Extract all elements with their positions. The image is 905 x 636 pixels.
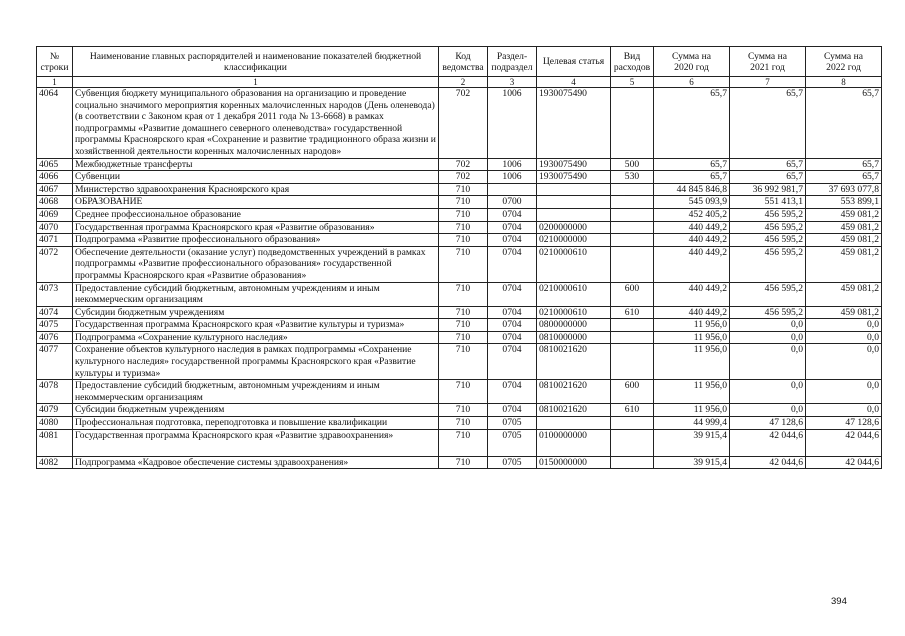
row-name: Субвенция бюджету муниципального образования на организацию и проведение социально значимого мероприятия коренных малочисленных народов (День оленевода) (в соответствии с Законом края от 1 декабря 2011 года № 13-6668) в рамках подпрограммы «Развитие домашнего северного оленеводства» государственной программы Красноярского края «Сохранение и развитие традиционного образа жизни и хозяйственной деятельности коренных малочисленных народов» (73, 88, 439, 159)
row-name: Субсидии бюджетным учреждениям (73, 306, 439, 319)
row-sum-2021: 0,0 (730, 344, 806, 380)
row-department-code: 710 (439, 208, 488, 221)
row-sum-2021: 65,7 (730, 88, 806, 159)
row-name: Предоставление субсидий бюджетным, автономным учреждениям и иным некоммерческим организациям (73, 380, 439, 404)
row-sum-2021: 456 595,2 (730, 221, 806, 234)
row-number: 4070 (37, 221, 73, 234)
header-sum-2020: Сумма на 2020 год (654, 47, 730, 77)
row-department-code: 710 (439, 319, 488, 332)
row-name: Межбюджетные трансферты (73, 158, 439, 171)
row-name: Субвенции (73, 171, 439, 184)
row-expense-type (611, 221, 654, 234)
budget-table (36, 46, 882, 469)
row-sum-2021: 42 044,6 (730, 456, 806, 469)
row-sum-2022: 37 693 077,8 (806, 183, 882, 196)
row-department-code: 702 (439, 158, 488, 171)
row-expense-type: 530 (611, 171, 654, 184)
column-number: 2 (439, 77, 488, 88)
header-row-number: № строки (37, 47, 73, 77)
row-name: Предоставление субсидий бюджетным, автономным учреждениям и иным некоммерческим организациям (73, 282, 439, 306)
column-number: 5 (611, 77, 654, 88)
row-section: 0700 (488, 196, 537, 209)
header-expense-type: Вид расходов (611, 47, 654, 77)
row-name: Подпрограмма «Развитие профессионального образования» (73, 234, 439, 247)
column-number: 6 (654, 77, 730, 88)
row-target-article: 1930075490 (537, 158, 611, 171)
row-department-code: 710 (439, 306, 488, 319)
row-sum-2020: 44 845 846,8 (654, 183, 730, 196)
table-row (37, 158, 882, 171)
row-department-code: 710 (439, 331, 488, 344)
row-target-article: 0210000610 (537, 246, 611, 282)
row-expense-type: 610 (611, 306, 654, 319)
column-number: 4 (537, 77, 611, 88)
column-number: 3 (488, 77, 537, 88)
row-department-code: 710 (439, 344, 488, 380)
row-sum-2020: 65,7 (654, 158, 730, 171)
row-sum-2021: 0,0 (730, 404, 806, 417)
row-sum-2021: 456 595,2 (730, 306, 806, 319)
column-number: 8 (806, 77, 882, 88)
row-sum-2022: 0,0 (806, 344, 882, 380)
row-name: Подпрограмма «Сохранение культурного наследия» (73, 331, 439, 344)
row-number: 4065 (37, 158, 73, 171)
row-target-article (537, 208, 611, 221)
row-expense-type (611, 234, 654, 247)
row-number: 4079 (37, 404, 73, 417)
row-section: 0704 (488, 234, 537, 247)
table-row (37, 344, 882, 380)
row-sum-2020: 11 956,0 (654, 380, 730, 404)
row-department-code: 710 (439, 429, 488, 456)
row-name: Сохранение объектов культурного наследия в рамках подпрограммы «Сохранение культурного наследия» государственной программы Красноярского края «Развитие культуры и туризма» (73, 344, 439, 380)
row-number: 4077 (37, 344, 73, 380)
table-row (37, 456, 882, 469)
row-sum-2022: 65,7 (806, 158, 882, 171)
row-number: 4069 (37, 208, 73, 221)
table-row (37, 319, 882, 332)
row-expense-type: 500 (611, 158, 654, 171)
row-number: 4081 (37, 429, 73, 456)
row-section: 0704 (488, 208, 537, 221)
row-department-code: 710 (439, 417, 488, 430)
row-department-code: 702 (439, 88, 488, 159)
row-sum-2020: 440 449,2 (654, 246, 730, 282)
row-section: 0704 (488, 306, 537, 319)
row-target-article: 0810000000 (537, 331, 611, 344)
row-sum-2022: 0,0 (806, 331, 882, 344)
row-sum-2021: 456 595,2 (730, 234, 806, 247)
row-target-article: 0810021620 (537, 404, 611, 417)
column-number: 1 (73, 77, 439, 88)
row-sum-2020: 39 915,4 (654, 429, 730, 456)
row-target-article: 1930075490 (537, 171, 611, 184)
row-target-article: 0800000000 (537, 319, 611, 332)
row-name: Субсидии бюджетным учреждениям (73, 404, 439, 417)
row-sum-2021: 0,0 (730, 380, 806, 404)
row-sum-2022: 0,0 (806, 319, 882, 332)
row-sum-2020: 65,7 (654, 171, 730, 184)
row-section: 1006 (488, 88, 537, 159)
row-sum-2022: 0,0 (806, 380, 882, 404)
column-number: 1 (37, 77, 73, 88)
row-department-code: 710 (439, 380, 488, 404)
row-sum-2022: 553 899,1 (806, 196, 882, 209)
row-target-article (537, 417, 611, 430)
header-name: Наименование главных распорядителей и наименование показателей бюджетной классификации (73, 47, 439, 77)
row-sum-2020: 11 956,0 (654, 331, 730, 344)
row-expense-type (611, 319, 654, 332)
row-sum-2020: 440 449,2 (654, 234, 730, 247)
row-sum-2020: 440 449,2 (654, 306, 730, 319)
row-name: ОБРАЗОВАНИЕ (73, 196, 439, 209)
row-expense-type (611, 88, 654, 159)
row-sum-2020: 11 956,0 (654, 344, 730, 380)
table-row (37, 306, 882, 319)
row-target-article: 1930075490 (537, 88, 611, 159)
row-name: Государственная программа Красноярского края «Развитие здравоохранения» (73, 429, 439, 456)
table-row (37, 234, 882, 247)
row-department-code: 710 (439, 183, 488, 196)
row-number: 4071 (37, 234, 73, 247)
page-number: 394 (831, 596, 847, 607)
row-department-code: 710 (439, 221, 488, 234)
row-section: 0704 (488, 319, 537, 332)
row-sum-2022: 42 044,6 (806, 429, 882, 456)
row-expense-type: 610 (611, 404, 654, 417)
row-target-article: 0100000000 (537, 429, 611, 456)
table-row (37, 208, 882, 221)
row-name: Профессиональная подготовка, переподготовка и повышение квалификации (73, 417, 439, 430)
row-section: 0705 (488, 456, 537, 469)
row-target-article (537, 183, 611, 196)
row-number: 4073 (37, 282, 73, 306)
row-number: 4074 (37, 306, 73, 319)
row-sum-2021: 456 595,2 (730, 282, 806, 306)
row-section: 1006 (488, 171, 537, 184)
row-number: 4076 (37, 331, 73, 344)
row-section: 0704 (488, 344, 537, 380)
row-expense-type: 600 (611, 380, 654, 404)
row-sum-2021: 65,7 (730, 158, 806, 171)
row-sum-2021: 47 128,6 (730, 417, 806, 430)
row-section: 0704 (488, 246, 537, 282)
row-sum-2022: 459 081,2 (806, 221, 882, 234)
row-sum-2021: 456 595,2 (730, 208, 806, 221)
row-expense-type (611, 344, 654, 380)
header-sum-2021: Сумма на 2021 год (730, 47, 806, 77)
row-section: 0704 (488, 221, 537, 234)
row-section: 0705 (488, 417, 537, 430)
row-number: 4072 (37, 246, 73, 282)
row-expense-type (611, 208, 654, 221)
row-target-article: 0200000000 (537, 221, 611, 234)
row-section (488, 183, 537, 196)
row-section: 0704 (488, 404, 537, 417)
column-number-row (37, 77, 882, 88)
row-number: 4082 (37, 456, 73, 469)
table-row (37, 246, 882, 282)
header-target-article: Целевая статья (537, 47, 611, 77)
row-name: Министерство здравоохранения Красноярского края (73, 183, 439, 196)
row-sum-2021: 42 044,6 (730, 429, 806, 456)
table-row (37, 196, 882, 209)
column-number: 7 (730, 77, 806, 88)
row-expense-type (611, 183, 654, 196)
row-expense-type (611, 196, 654, 209)
row-section: 0705 (488, 429, 537, 456)
row-name: Государственная программа Красноярского края «Развитие культуры и туризма» (73, 319, 439, 332)
row-expense-type (611, 417, 654, 430)
row-section: 1006 (488, 158, 537, 171)
row-sum-2022: 65,7 (806, 171, 882, 184)
row-name: Среднее профессиональное образование (73, 208, 439, 221)
row-number: 4064 (37, 88, 73, 159)
table-row (37, 221, 882, 234)
row-sum-2020: 452 405,2 (654, 208, 730, 221)
row-name: Подпрограмма «Кадровое обеспечение системы здравоохранения» (73, 456, 439, 469)
row-number: 4067 (37, 183, 73, 196)
row-sum-2021: 36 992 981,7 (730, 183, 806, 196)
row-sum-2020: 545 093,9 (654, 196, 730, 209)
row-department-code: 710 (439, 246, 488, 282)
row-department-code: 702 (439, 171, 488, 184)
row-sum-2021: 0,0 (730, 319, 806, 332)
table-row (37, 331, 882, 344)
row-number: 4066 (37, 171, 73, 184)
row-sum-2020: 11 956,0 (654, 319, 730, 332)
row-target-article: 0810021620 (537, 380, 611, 404)
row-sum-2020: 440 449,2 (654, 221, 730, 234)
row-number: 4075 (37, 319, 73, 332)
row-department-code: 710 (439, 282, 488, 306)
row-number: 4078 (37, 380, 73, 404)
row-sum-2021: 65,7 (730, 171, 806, 184)
row-target-article: 0150000000 (537, 456, 611, 469)
row-sum-2022: 65,7 (806, 88, 882, 159)
table-row (37, 429, 882, 456)
table-row (37, 417, 882, 430)
table-row (37, 282, 882, 306)
row-expense-type (611, 246, 654, 282)
row-sum-2021: 0,0 (730, 331, 806, 344)
header-section: Раздел- подраздел (488, 47, 537, 77)
row-sum-2022: 47 128,6 (806, 417, 882, 430)
row-sum-2021: 551 413,1 (730, 196, 806, 209)
row-expense-type (611, 429, 654, 456)
row-sum-2020: 39 915,4 (654, 456, 730, 469)
row-name: Обеспечение деятельности (оказание услуг) подведомственных учреждений в рамках подпрограммы «Развитие профессионального образования» государственной программы Красноярского края «Развитие образования» (73, 246, 439, 282)
row-sum-2022: 459 081,2 (806, 208, 882, 221)
row-sum-2020: 65,7 (654, 88, 730, 159)
row-section: 0704 (488, 282, 537, 306)
row-sum-2022: 459 081,2 (806, 246, 882, 282)
row-expense-type (611, 331, 654, 344)
table-row (37, 404, 882, 417)
row-target-article: 0210000610 (537, 306, 611, 319)
row-sum-2020: 440 449,2 (654, 282, 730, 306)
row-sum-2022: 0,0 (806, 404, 882, 417)
table-header-row (37, 47, 882, 77)
row-section: 0704 (488, 331, 537, 344)
table-row (37, 171, 882, 184)
table-row (37, 183, 882, 196)
row-sum-2021: 456 595,2 (730, 246, 806, 282)
row-expense-type: 600 (611, 282, 654, 306)
row-department-code: 710 (439, 196, 488, 209)
row-name: Государственная программа Красноярского края «Развитие образования» (73, 221, 439, 234)
header-sum-2022: Сумма на 2022 год (806, 47, 882, 77)
row-sum-2022: 459 081,2 (806, 306, 882, 319)
row-expense-type (611, 456, 654, 469)
row-department-code: 710 (439, 456, 488, 469)
row-target-article (537, 196, 611, 209)
row-sum-2022: 459 081,2 (806, 282, 882, 306)
row-sum-2022: 459 081,2 (806, 234, 882, 247)
row-department-code: 710 (439, 404, 488, 417)
table-row (37, 88, 882, 159)
row-number: 4080 (37, 417, 73, 430)
row-sum-2022: 42 044,6 (806, 456, 882, 469)
table-row (37, 380, 882, 404)
row-target-article: 0210000610 (537, 282, 611, 306)
row-target-article: 0810021620 (537, 344, 611, 380)
header-department-code: Код ведомства (439, 47, 488, 77)
row-sum-2020: 11 956,0 (654, 404, 730, 417)
row-sum-2020: 44 999,4 (654, 417, 730, 430)
row-number: 4068 (37, 196, 73, 209)
row-target-article: 0210000000 (537, 234, 611, 247)
row-department-code: 710 (439, 234, 488, 247)
row-section: 0704 (488, 380, 537, 404)
